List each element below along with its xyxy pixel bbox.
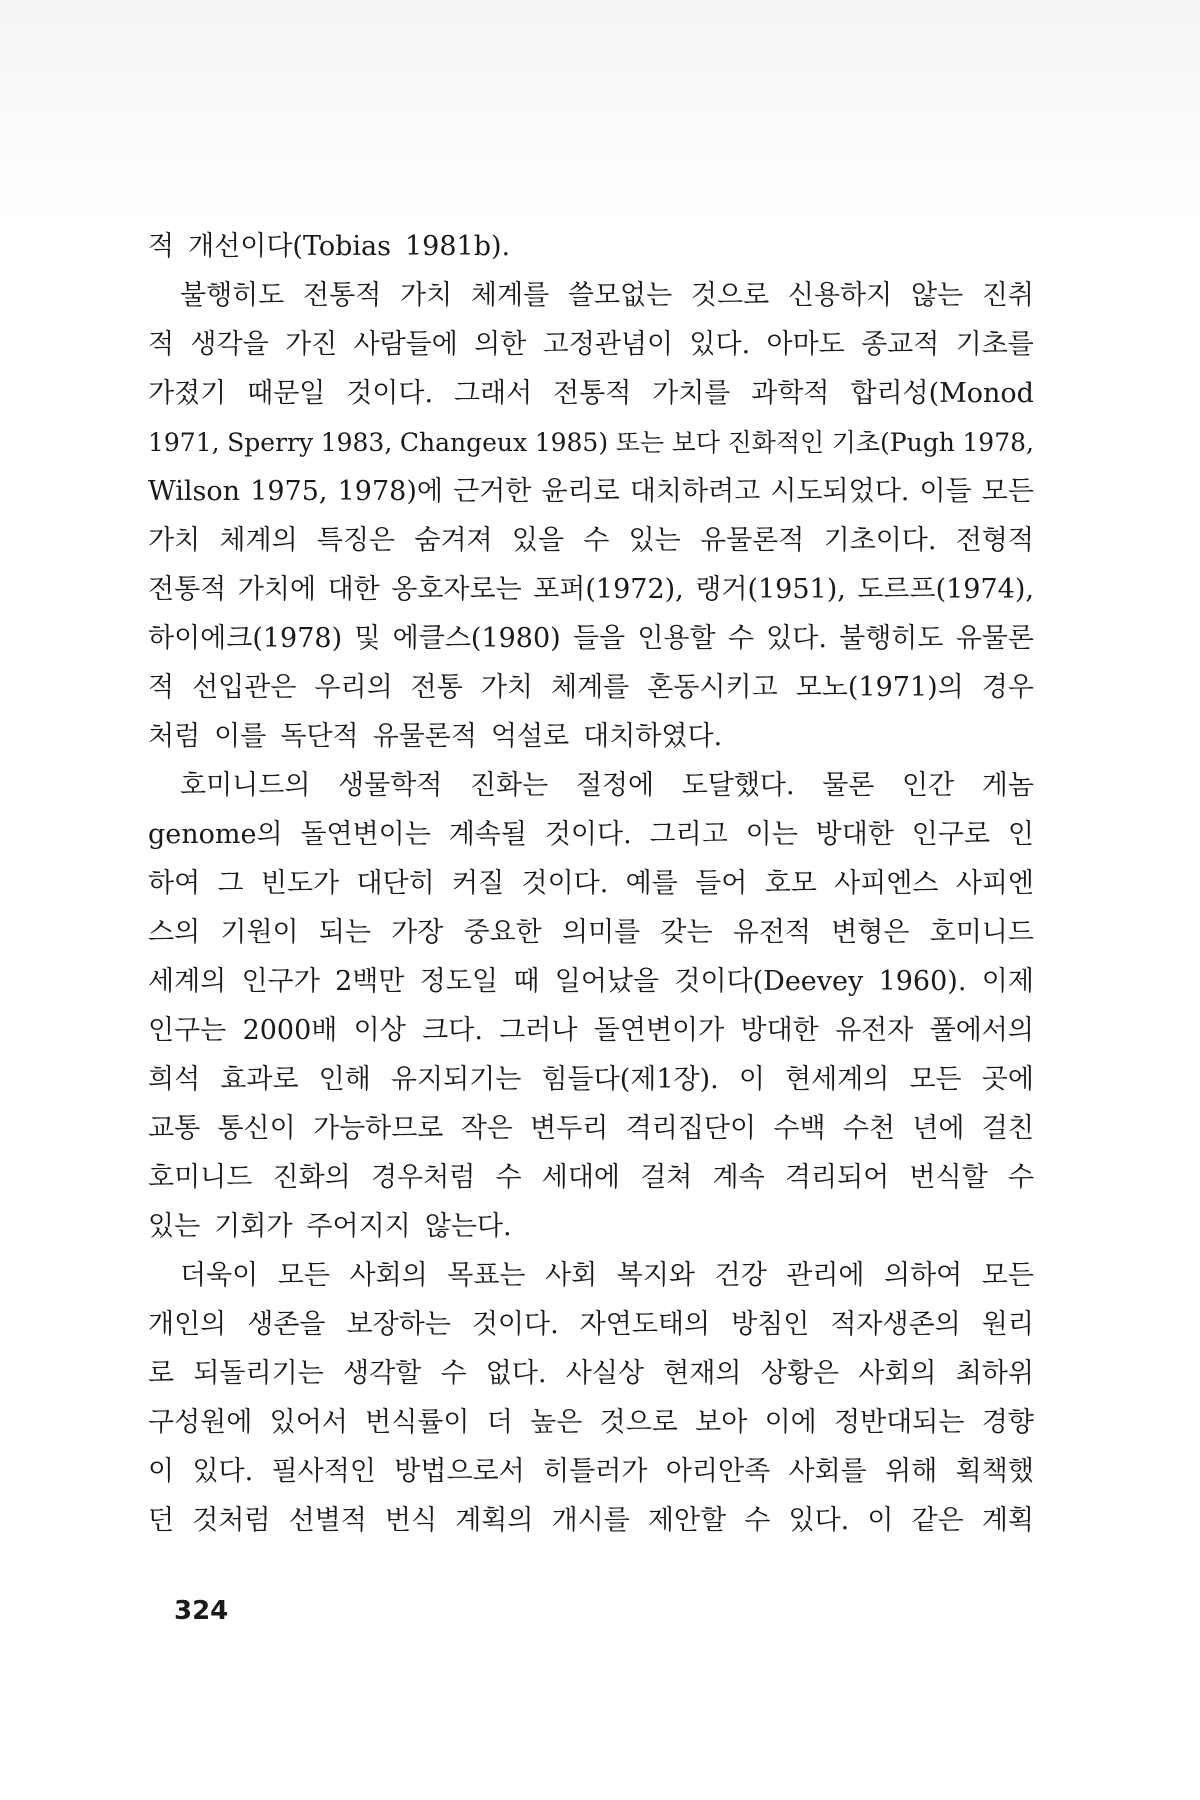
text-line: 전통적 가치에 대한 옹호자로는 포퍼(1972), 랭거(1951), 도르프(1974), — [148, 574, 1034, 605]
text-line: 개인의 생존을 보장하는 것이다. 자연도태의 방침인 적자생존의 원리 — [148, 1309, 1034, 1340]
text-line: 있는 기회가 주어지지 않는다. — [148, 1211, 512, 1242]
text-line: 처럼 이를 독단적 유물론적 억설로 대치하였다. — [148, 721, 723, 752]
text-line: 호미니드 진화의 경우처럼 수 세대에 걸쳐 계속 격리되어 번식할 수 — [148, 1162, 1034, 1193]
text-line: Wilson 1975, 1978)에 근거한 윤리로 대치하려고 시도되었다. 이들 모든 — [148, 476, 1034, 507]
text-line: 교통 통신이 가능하므로 작은 변두리 격리집단이 수백 수천 년에 걸친 — [148, 1113, 1034, 1144]
body-text — [148, 222, 1034, 1545]
text-line: 세계의 인구가 2백만 정도일 때 일어났을 것이다(Deevey 1960). 이제 — [148, 966, 1034, 997]
text-line: 이 있다. 필사적인 방법으로서 히틀러가 아리안족 사회를 위해 획책했 — [148, 1456, 1034, 1487]
text-line: 가치 체계의 특징은 숨겨져 있을 수 있는 유물론적 기초이다. 전형적 — [148, 525, 1034, 556]
text-line: 하여 그 빈도가 대단히 커질 것이다. 예를 들어 호모 사피엔스 사피엔 — [148, 868, 1034, 899]
text-line: 호미니드의 생물학적 진화는 절정에 도달했다. 물론 인간 게놈 — [180, 770, 1034, 801]
text-line: 적 개선이다(Tobias 1981b). — [148, 231, 511, 262]
text-line: genome의 돌연변이는 계속될 것이다. 그리고 이는 방대한 인구로 인 — [148, 819, 1034, 850]
text-line: 적 생각을 가진 사람들에 의한 고정관념이 있다. 아마도 종교적 기초를 — [148, 329, 1034, 360]
text-line: 던 것처럼 선별적 번식 계획의 개시를 제안할 수 있다. 이 같은 계획 — [148, 1505, 1034, 1536]
text-line: 불행히도 전통적 가치 체계를 쓸모없는 것으로 신용하지 않는 진취 — [180, 280, 1034, 311]
text-line: 가졌기 때문일 것이다. 그래서 전통적 가치를 과학적 합리성(Monod — [148, 378, 1034, 409]
text-line: 1971, Sperry 1983, Changeux 1985) 또는 보다 진화적인 기초(Pugh 1978, — [148, 428, 1034, 457]
text-line: 더욱이 모든 사회의 목표는 사회 복지와 건강 관리에 의하여 모든 — [180, 1260, 1034, 1291]
text-line: 하이에크(1978) 및 에클스(1980) 들을 인용할 수 있다. 불행히도 유물론 — [148, 623, 1034, 654]
text-line: 로 되돌리기는 생각할 수 없다. 사실상 현재의 상황은 사회의 최하위 — [148, 1358, 1034, 1389]
text-line: 구성원에 있어서 번식률이 더 높은 것으로 보아 이에 정반대되는 경향 — [148, 1407, 1034, 1438]
text-line: 적 선입관은 우리의 전통 가치 체계를 혼동시키고 모노(1971)의 경우 — [148, 672, 1034, 703]
text-line: 스의 기원이 되는 가장 중요한 의미를 갖는 유전적 변형은 호미니드 — [148, 917, 1034, 948]
text-line: 희석 효과로 인해 유지되기는 힘들다(제1장). 이 현세계의 모든 곳에 — [148, 1064, 1034, 1095]
text-line: 인구는 2000배 이상 크다. 그러나 돌연변이가 방대한 유전자 풀에서의 — [148, 1015, 1034, 1046]
page-number: 324 — [174, 1596, 229, 1626]
